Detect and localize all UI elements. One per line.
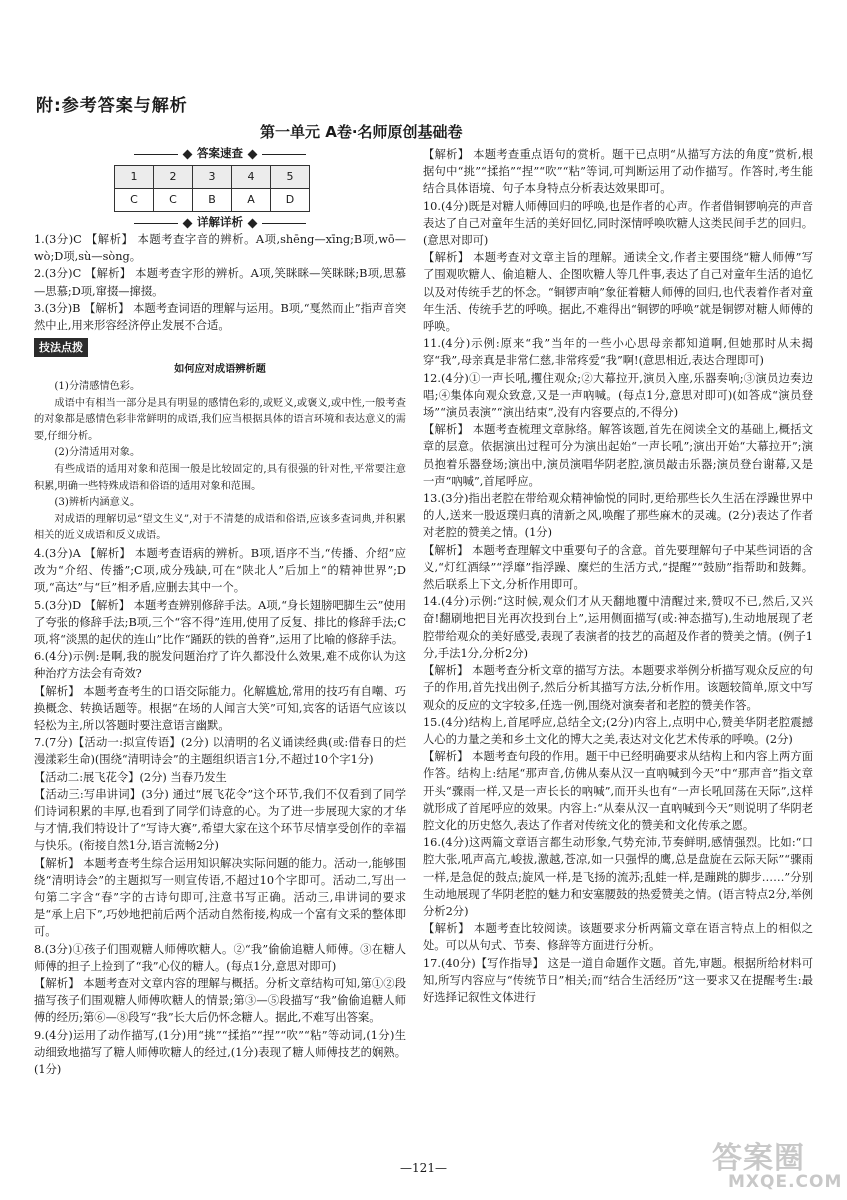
answer-cell: B bbox=[193, 189, 232, 212]
answer-paragraph: 13.(3分)指出老腔在带给观众精神愉悦的同时,更给那些长久生活在浮躁世界中的人,送来一股返璞归真的清新之风,唤醒了那些麻木的灵魂。(2分)表达了作者对老腔的赞美之情。(1分) bbox=[423, 492, 813, 540]
page-number: —121— bbox=[400, 1161, 447, 1175]
answer-paragraph: 2.(3分)C 【解析】 本题考查字形的辨析。A项,笑眯眯—笑眯眯;B项,思慕—思慕;D项,窜掇—撺掇。 bbox=[34, 267, 406, 298]
answer-paragraph: 15.(4分)结构上,首尾呼应,总结全文;(2分)内容上,点明中心,赞美华阴老腔震撼人心的力量之美和乡土文化的博大之美,表达对文化艺术传承的呼唤。(2分) bbox=[423, 715, 813, 746]
divider bbox=[134, 223, 178, 224]
divider bbox=[262, 154, 306, 155]
answers-block-1 bbox=[34, 231, 406, 334]
answer-paragraph: 【解析】 本题考查对文章内容的理解与概括。分析文章结构可知,第①②段描写孩子们围观糖人师傅吹糖人的情景;第③—⑤段描写“我”偷偷追糖人师傅的经历;第⑥—⑧段写“我”长大后仍怀念糖人。据此,不难写出答案。 bbox=[34, 977, 406, 1025]
skill-tag: 技法点拨 bbox=[34, 338, 88, 357]
answer-paragraph: 【解析】 本题考查比较阅读。该题要求分析两篇文章在语言特点上的相似之处。可以从句式、节奏、修辞等方面进行分析。 bbox=[423, 922, 813, 953]
right-column bbox=[423, 146, 813, 1006]
detailed-title: 详解详析 bbox=[197, 215, 243, 230]
answer-paragraph: 9.(4分)运用了动作描写,(1分)用“挑”“揉掐”“捏”“吹”“粘”等动词,(1分)生动细致地描写了糖人师傅吹糖人的经过,(1分)表现了糖人师傅技艺的娴熟。(1分) bbox=[34, 1028, 406, 1077]
diamond-icon bbox=[248, 218, 258, 228]
skill-title: 如何应对成语辨析题 bbox=[174, 363, 266, 376]
answer-paragraph: 【解析】 本题考查考生综合运用知识解决实际问题的能力。活动一,能够围绕“清明诗会”的主题拟写一则宣传语,不超过10个字即可。活动二,写出一句第二字含“春”字的古诗句即可,注意书写正确。活动三,串讲词的要求是“承上启下”,巧妙地把前后两个活动自然衔接,构成一个富有文采的整体即可。 bbox=[34, 856, 406, 939]
divider bbox=[262, 223, 306, 224]
answer-paragraph: 【解析】 本题考查理解文中重要句子的含意。首先要理解句子中某些词语的含义,“灯红酒绿”“浮靡”指浮躁、糜烂的生活方式,“提醒”“鼓励”指帮助和鼓舞。然后联系上下文,分析作用即可。 bbox=[423, 543, 813, 592]
quick-answers-header bbox=[34, 146, 406, 162]
unit-title: 第一单元 A卷·名师原创基础卷 bbox=[260, 123, 463, 141]
answer-cell: C bbox=[115, 189, 154, 212]
answer-paragraph: 【解析】 本题考查重点语句的赏析。题干已点明“从描写方法的角度”赏析,根据句中“挑”“揉掐”“捏”“吹”“粘”等词,可判断运用了动作描写。作答时,考生能结合具体语境、句子本身特点分析表达效果即可。 bbox=[423, 148, 813, 196]
answer-paragraph: 【解析】 本题考查句段的作用。题干中已经明确要求从结构上和内容上两方面作答。结构上:结尾“那声音,仿佛从秦从汉一直吶喊到今天”中“那声音”指文章开头“骤雨一样,又是一声长长的吶喊”,而开头也有“一声长吼回荡在天际”,这样就形成了首尾呼应的效果。内容上:“从秦从汉一直吶喊到今天”则说明了华阴老腔文化的历史悠久,表达了作者对传统文化的赞美和文化传承之愿。 bbox=[423, 750, 813, 832]
question-number-cell: 5 bbox=[271, 166, 310, 189]
answer-paragraph: 12.(4分)①一声长吼,攫住观众;②大幕拉开,演员入座,乐器奏响;③演员边奏边唱;④集体向观众致意,又是一声吶喊。(每点1分,意思对即可)(如答成“演员登场”“演员表演”“演出结束”,没有内容要点的,不得分) bbox=[423, 371, 813, 420]
watermark-url: MXQE.COM bbox=[728, 1172, 843, 1192]
answer-paragraph: 16.(4分)这两篇文章语言都生动形象,气势充沛,节奏鲜明,感情强烈。比如:“口腔大张,吼声高亢,峻拔,激越,苍凉,如一只强悍的鹰,总是盘旋在云际天际”“骤雨一样,是急促的鼓点;旋风一样,是飞扬的流苏;乱蛙一样,是蹦跳的脚步……”分别生动地展现了华阴老腔的魅力和安塞腰鼓的热爱赞美之情。(语言特点2分,举例分析2分) bbox=[423, 836, 813, 918]
answer-paragraph: 11.(4分)示例:原来“我”当年的一些小心思母亲都知道啊,但她那时从未揭穿“我”,母亲真是非常仁慈,非常疼爱“我”啊!(意思相近,表达合理即可) bbox=[423, 337, 813, 368]
answer-paragraph: 4.(3分)A 【解析】 本题考查语病的辨析。B项,语序不当,“传播、介绍”应改为“介绍、传播”;C项,成分残缺,可在“陕北人”后加上“的精神世界”;D项,“高达”与“巨”相矛盾,应删去其中一个。 bbox=[34, 546, 406, 595]
quick-answers-table bbox=[114, 165, 310, 212]
answer-paragraph: (2)分清适用对象。 bbox=[54, 447, 141, 459]
answer-paragraph: 【解析】 本题考查分析文章的描写方法。本题要求举例分析描写观众反应的句子的作用,首先找出例子,然后分析其描写方法,分析作用。该题较简单,原文中写观众的反应的文字较多,任选一例,围绕对演奏者和老腔的赞美作答。 bbox=[423, 664, 813, 712]
question-number-cell: 4 bbox=[232, 166, 271, 189]
question-number-cell: 3 bbox=[193, 166, 232, 189]
answer-paragraph: 6.(4分)示例:是啊,我的脱发问题治疗了许久都没什么效果,难不成你认为这种治疗方法会有奇效? bbox=[34, 650, 406, 681]
left-column bbox=[34, 146, 406, 1078]
answer-paragraph: 17.(40分)【写作指导】 这是一道自命题作文题。首先,审题。根据所给材料可知,所写内容应与“传统节日”相关;而“结合生活经历”这一要求又在提醒考生:最好选择记叙性文体进行 bbox=[423, 956, 813, 1004]
answers-block-2 bbox=[34, 545, 406, 1078]
answer-paragraph: 【解析】 本题考查对文章主旨的理解。通读全文,作者主要围绕“糖人师傅”写了围观吹糖人、偷追糖人、企图吹糖人等几件事,表达了自己对童年生活的追忆以及对传统手艺的怀念。“铜锣声响”象征着糖人师傅的回归,也代表着作者对童年生活、传统手艺的呼唤。据此,不难得出“铜锣的呼唤”就是铜锣对糖人师傅的呼唤。 bbox=[423, 251, 813, 334]
question-number-cell: 2 bbox=[154, 166, 193, 189]
diamond-icon bbox=[183, 149, 193, 159]
quick-answers-title: 答案速查 bbox=[197, 146, 243, 161]
watermark-logo: 答案圈 bbox=[712, 1141, 805, 1176]
answer-paragraph: 7.(7分)【活动一:拟宣传语】(2分) 以清明的名义诵读经典(或:借春日的烂漫漾彩生命)(围绕“清明诗会”的主题组织语言1分,不超过10个字1分) bbox=[34, 736, 406, 767]
question-number-cell: 1 bbox=[115, 166, 154, 189]
answer-cell: C bbox=[154, 189, 193, 212]
diamond-icon bbox=[248, 149, 258, 159]
answer-cell: D bbox=[271, 189, 310, 212]
answer-paragraph: 1.(3分)C 【解析】 本题考查字音的辨析。A项,shēng—xīng;B项,wō—wò;D项,sù—sòng。 bbox=[34, 233, 406, 264]
answer-paragraph: 8.(3分)①孩子们围观糖人师傅吹糖人。②“我”偷偷追糖人师傅。③在糖人师傅的担子上捡到了“我”心仪的糖人。(每点1分,意思对即可) bbox=[34, 942, 406, 973]
answer-paragraph: 5.(3分)D 【解析】 本题考查辨别修辞手法。A项,“身长翅膀吧脚生云”使用了夸张的修辞手法;B项,三个“容不得”连用,使用了反复、排比的修辞手法;C项,将“淡黑的起伏的连山”比作“踊跃的铁的兽脊”,运用了比喻的修辞手法。 bbox=[34, 598, 406, 646]
answer-paragraph: (3)辨析内涵意义。 bbox=[54, 497, 141, 509]
answer-paragraph: 有些成语的适用对象和范围一般是比较固定的,具有很强的针对性,平常要注意积累,明确一些特殊成语和俗语的适用对象和范围。 bbox=[34, 463, 406, 492]
diamond-icon bbox=[183, 218, 193, 228]
answer-paragraph: 【解析】 本题考查考生的口语交际能力。化解尴尬,常用的技巧有自嘲、巧换概念、转换话题等。根据“在场的人闻言大笑”可知,宾客的话语气应该以轻松为主,所以答题时要注意语言幽默。 bbox=[34, 684, 406, 732]
answer-paragraph: 14.(4分)示例:“这时候,观众们才从天翻地覆中清醒过来,赞叹不已,然后,又兴奋!翻刷地把目光再次投到台上”,运用侧面描写(或:神态描写),生动地展现了老腔带给观众的美好感受,表现了表演者的技艺的高超及作者的赞美之情。(例子1分,手法1分,分析2分) bbox=[423, 595, 813, 660]
answer-paragraph: (1)分清感情色彩。 bbox=[54, 381, 141, 393]
answer-paragraph: 成语中有相当一部分是具有明显的感情色彩的,或贬义,或褒义,或中性,一般考查的对象都是感情色彩非常鲜明的成语,我们应当根据具体的语言环境和表达意义的需要,仔细分析。 bbox=[34, 397, 406, 442]
skill-body bbox=[34, 379, 406, 545]
detailed-header bbox=[34, 215, 406, 231]
answer-paragraph: 3.(3分)B 【解析】 本题考查词语的理解与运用。B项,“戛然而止”指声音突然中止,用来形容经济停止发展不合适。 bbox=[34, 301, 406, 333]
divider bbox=[134, 154, 178, 155]
answer-paragraph: 对成语的理解切忌“望文生义”,对于不清楚的成语和俗语,应该多查词典,并积累相关的近义成语和反义成语。 bbox=[34, 513, 406, 542]
answers-block-3 bbox=[423, 146, 813, 1006]
answer-paragraph: 【活动三:写串讲词】(3分) 通过“展飞花令”这个环节,我们不仅看到了同学们诗词积累的丰厚,也看到了同学们诗意的心。为了进一步展现大家的才华与才情,我们特设计了“写诗大赛”,希望大家在这个环节尽情享受创作的幸福与快乐。(衔接自然1分,语言流畅2分) bbox=[34, 787, 406, 853]
page-title: 附:参考答案与解析 bbox=[36, 96, 188, 116]
answer-paragraph: 【解析】 本题考查梳理文章脉络。解答该题,首先在阅读全文的基础上,概括文章的层意。依据演出过程可分为演出起始“一声长吼”;演出开始“大幕拉开”;演员抱着乐器登场;演出中,演员演唱华阴老腔,演员敲击乐器;演员登台谢幕,又是一声“吶喊”,首尾呼应。 bbox=[423, 423, 813, 488]
answer-paragraph: 【活动二:展飞花令】(2分) 当春乃发生 bbox=[34, 770, 227, 784]
answer-paragraph: 10.(4分)既是对糖人师傅回归的呼唤,也是作者的心声。作者借铜锣响亮的声音表达了自己对童年生活的美好回忆,同时深情呼唤吹糖人这类民间手艺的回归。(意思对即可) bbox=[423, 199, 813, 248]
answer-cell: A bbox=[232, 189, 271, 212]
